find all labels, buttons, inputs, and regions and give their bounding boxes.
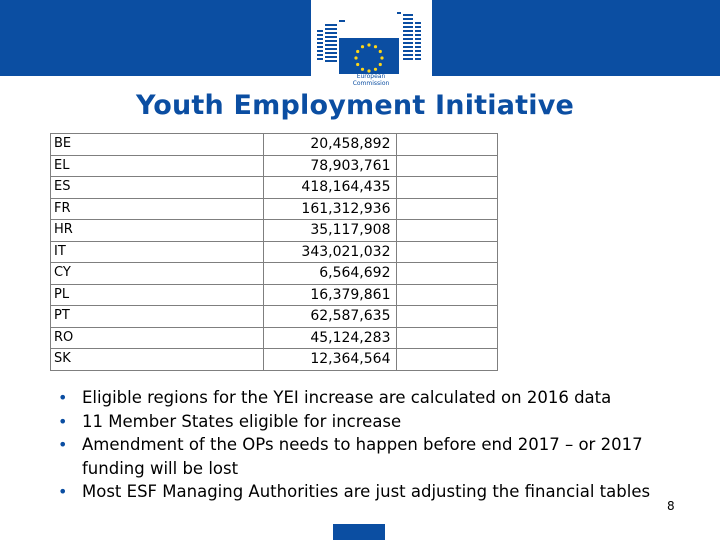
bullet-dot-icon: • xyxy=(58,435,68,454)
amount-cell: 20,458,892 xyxy=(264,134,397,156)
bullet-item xyxy=(58,386,708,410)
country-code-cell: EL xyxy=(51,155,264,177)
empty-cell xyxy=(397,263,498,285)
empty-cell xyxy=(397,241,498,263)
amount-cell: 16,379,861 xyxy=(264,284,397,306)
table-row xyxy=(51,306,498,328)
empty-cell xyxy=(397,177,498,199)
bullet-dot-icon: • xyxy=(58,482,68,501)
bullet-text: Most ESF Managing Authorities are just adjusting the financial tables xyxy=(82,482,651,501)
amount-cell: 45,124,283 xyxy=(264,327,397,349)
country-code-cell: SK xyxy=(51,349,264,371)
empty-cell xyxy=(397,349,498,371)
amount-cell: 12,364,564 xyxy=(264,349,397,371)
bullet-text: Amendment of the OPs needs to happen before end 2017 – or 2017 funding will be lost xyxy=(82,435,643,478)
bullet-text: 11 Member States eligible for increase xyxy=(82,411,402,431)
allocation-table xyxy=(50,133,498,371)
empty-cell xyxy=(397,306,498,328)
table-row xyxy=(51,327,498,349)
country-code-cell: CY xyxy=(51,263,264,285)
logo-text-line: European xyxy=(356,73,386,80)
amount-cell: 62,587,635 xyxy=(264,306,397,328)
amount-cell: 343,021,032 xyxy=(264,241,397,263)
footer-bar xyxy=(333,524,385,540)
country-code-cell: ES xyxy=(51,177,264,199)
country-code-cell: BE xyxy=(51,134,264,156)
table-row xyxy=(51,241,498,263)
slide-title: Youth Employment Initiative xyxy=(135,90,575,121)
european-commission-logo xyxy=(311,0,432,89)
empty-cell xyxy=(397,134,498,156)
amount-cell: 6,564,692 xyxy=(264,263,397,285)
bullet-list xyxy=(58,386,708,504)
table-row xyxy=(51,177,498,199)
bullet-dot-icon: • xyxy=(58,388,68,407)
table-row xyxy=(51,220,498,242)
country-code-cell: PL xyxy=(51,284,264,306)
amount-cell: 78,903,761 xyxy=(264,155,397,177)
empty-cell xyxy=(397,220,498,242)
country-code-cell: FR xyxy=(51,198,264,220)
table-row xyxy=(51,284,498,306)
amount-cell: 418,164,435 xyxy=(264,177,397,199)
country-code-cell: RO xyxy=(51,327,264,349)
bullet-dot-icon: • xyxy=(58,411,68,431)
country-code-cell: PT xyxy=(51,306,264,328)
bullet-item xyxy=(58,480,708,504)
bullet-item xyxy=(58,433,708,480)
table-row xyxy=(51,263,498,285)
bullet-text: Eligible regions for the YEI increase are calculated on 2016 data xyxy=(82,388,612,407)
country-code-cell: IT xyxy=(51,241,264,263)
table-row xyxy=(51,349,498,371)
page-number: 8 xyxy=(667,499,675,513)
table-row xyxy=(51,155,498,177)
table-row xyxy=(51,198,498,220)
bullet-item xyxy=(58,410,708,434)
empty-cell xyxy=(397,327,498,349)
amount-cell: 161,312,936 xyxy=(264,198,397,220)
logo-text-line: Commission xyxy=(352,79,390,87)
empty-cell xyxy=(397,155,498,177)
amount-cell: 35,117,908 xyxy=(264,220,397,242)
table-row xyxy=(51,134,498,156)
country-code-cell: HR xyxy=(51,220,264,242)
empty-cell xyxy=(397,198,498,220)
empty-cell xyxy=(397,284,498,306)
